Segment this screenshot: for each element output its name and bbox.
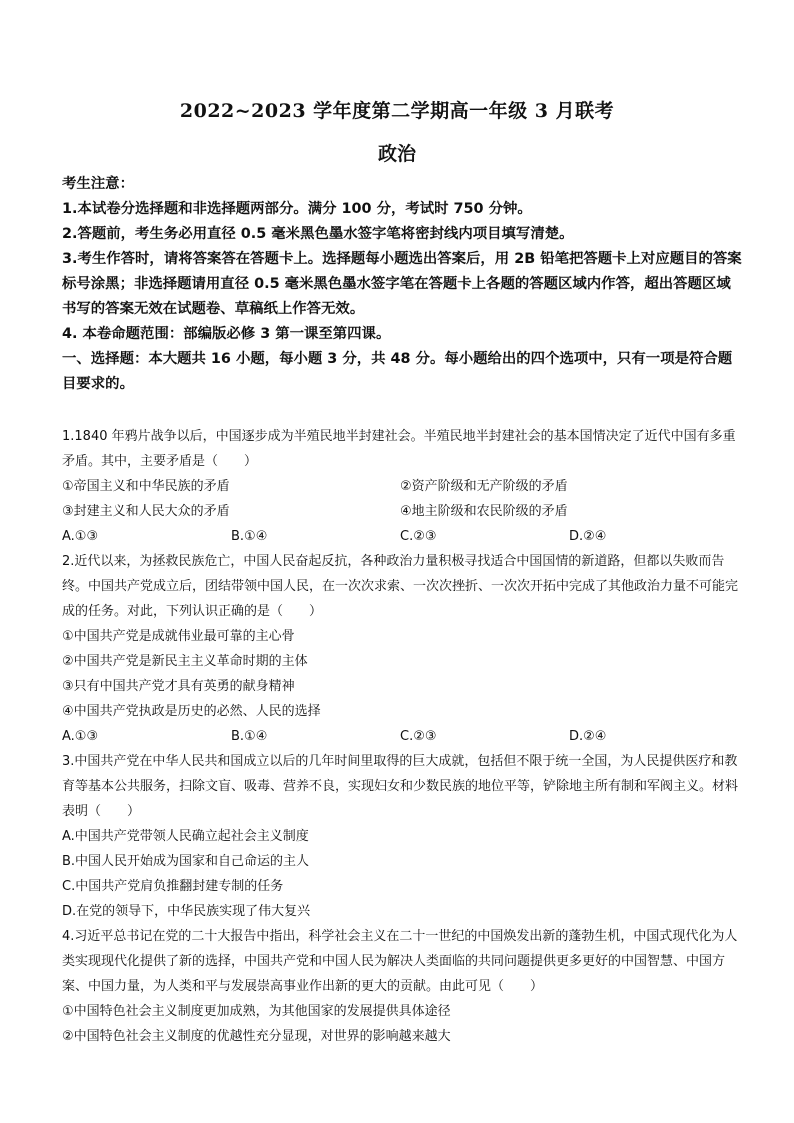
question-stem: 4.习近平总书记在党的二十大报告中指出，科学社会主义在二十一世纪的中国焕发出新的蓬勃生机，中国式现代化为人类实现现代化提供了新的选择，中国共产党和中国人民为解决人类面临的共同问题提供更多更好的中国智慧、中国方案、中国力量，为人类和平与发展崇高事业作出新的更大的贡献。由此可见（ ） xyxy=(62,929,738,994)
exam-subject: 政治 xyxy=(377,143,416,165)
question xyxy=(62,749,742,924)
question-list xyxy=(62,424,742,1049)
choice: B.①④ xyxy=(231,729,268,744)
statement: ④地主阶级和农民阶级的矛盾 xyxy=(400,504,568,519)
notice-item: 2.答题前，考生务必用直径 0.5 毫米黑色墨水签字笔将密封线内项目填写清楚。 xyxy=(62,226,574,242)
statement: ②资产阶级和无产阶级的矛盾 xyxy=(400,479,568,494)
notice-item: 4. 本卷命题范围：部编版必修 3 第一课至第四课。 xyxy=(62,326,391,342)
choice: A.①③ xyxy=(62,529,99,544)
statement: ②中国特色社会主义制度的优越性充分显现，对世界的影响越来越大 xyxy=(62,1029,451,1044)
statement: ③只有中国共产党才具有英勇的献身精神 xyxy=(62,679,295,694)
statement: ②中国共产党是新民主主义革命时期的主体 xyxy=(62,654,308,669)
notice-item: 1.本试卷分选择题和非选择题两部分。满分 100 分，考试时 750 分钟。 xyxy=(62,201,532,217)
question xyxy=(62,424,742,549)
exam-title: 2022~2023 学年度第二学期高一年级 3 月联考 xyxy=(179,100,615,122)
statement-row xyxy=(62,499,742,524)
choice: A.中国共产党带领人民确立起社会主义制度 xyxy=(62,829,309,844)
choice: B.①④ xyxy=(231,529,268,544)
choice: B.中国人民开始成为国家和自己命运的主人 xyxy=(62,854,310,869)
section-heading: 一、选择题：本大题共 16 小题，每小题 3 分，共 48 分。每小题给出的四个选项中，只有一项是符合题目要求的。 xyxy=(62,351,733,392)
statement: ③封建主义和人民大众的矛盾 xyxy=(62,504,230,519)
choice: D.在党的领导下，中华民族实现了伟大复兴 xyxy=(62,904,311,919)
statement: ④中国共产党执政是历史的必然、人民的选择 xyxy=(62,704,321,719)
notice-heading: 考生注意： xyxy=(62,176,134,192)
candidate-notice xyxy=(62,172,742,397)
choice: D.②④ xyxy=(569,529,607,544)
choice: C.②③ xyxy=(400,529,437,544)
statement-row xyxy=(62,474,742,499)
choice: D.②④ xyxy=(569,729,607,744)
question xyxy=(62,924,742,1049)
choice-row xyxy=(62,524,742,549)
question-stem: 3.中国共产党在中华人民共和国成立以后的几年时间里取得的巨大成就，包括但不限于统一全国，为人民提供医疗和教育等基本公共服务，扫除文盲、吸毒、营养不良，实现妇女和少数民族的地位平等，铲除地主所有制和军阀主义。材料表明（ ） xyxy=(62,754,739,819)
question-stem: 1.1840 年鸦片战争以后，中国逐步成为半殖民地半封建社会。半殖民地半封建社会的基本国情决定了近代中国有多重矛盾。其中，主要矛盾是（ ） xyxy=(62,429,736,469)
statement: ①中国特色社会主义制度更加成熟，为其他国家的发展提供具体途径 xyxy=(62,1004,451,1019)
choice-row xyxy=(62,724,742,749)
choice: C.中国共产党肩负推翻封建专制的任务 xyxy=(62,879,284,894)
question xyxy=(62,549,742,749)
choice: C.②③ xyxy=(400,729,437,744)
question-stem: 2.近代以来，为拯救民族危亡，中国人民奋起反抗，各种政治力量积极寻找适合中国国情的新道路，但都以失败而告终。中国共产党成立后，团结带领中国人民，在一次次求索、一次次挫折、一次次开拓中完成了其他政治力量不可能完成的任务。对此，下列认识正确的是（ ） xyxy=(62,554,739,619)
statement: ①帝国主义和中华民族的矛盾 xyxy=(62,479,230,494)
notice-item: 3.考生作答时，请将答案答在答题卡上。选择题每小题选出答案后，用 2B 铅笔把答题卡上对应题目的答案标号涂黑；非选择题请用直径 0.5 毫米黑色墨水签字笔在答题卡上各题的答题区域内作答，超出答题区域书写的答案无效在试题卷、草稿纸上作答无效。 xyxy=(62,251,742,317)
choice: A.①③ xyxy=(62,729,99,744)
statement: ①中国共产党是成就伟业最可靠的主心骨 xyxy=(62,629,295,644)
